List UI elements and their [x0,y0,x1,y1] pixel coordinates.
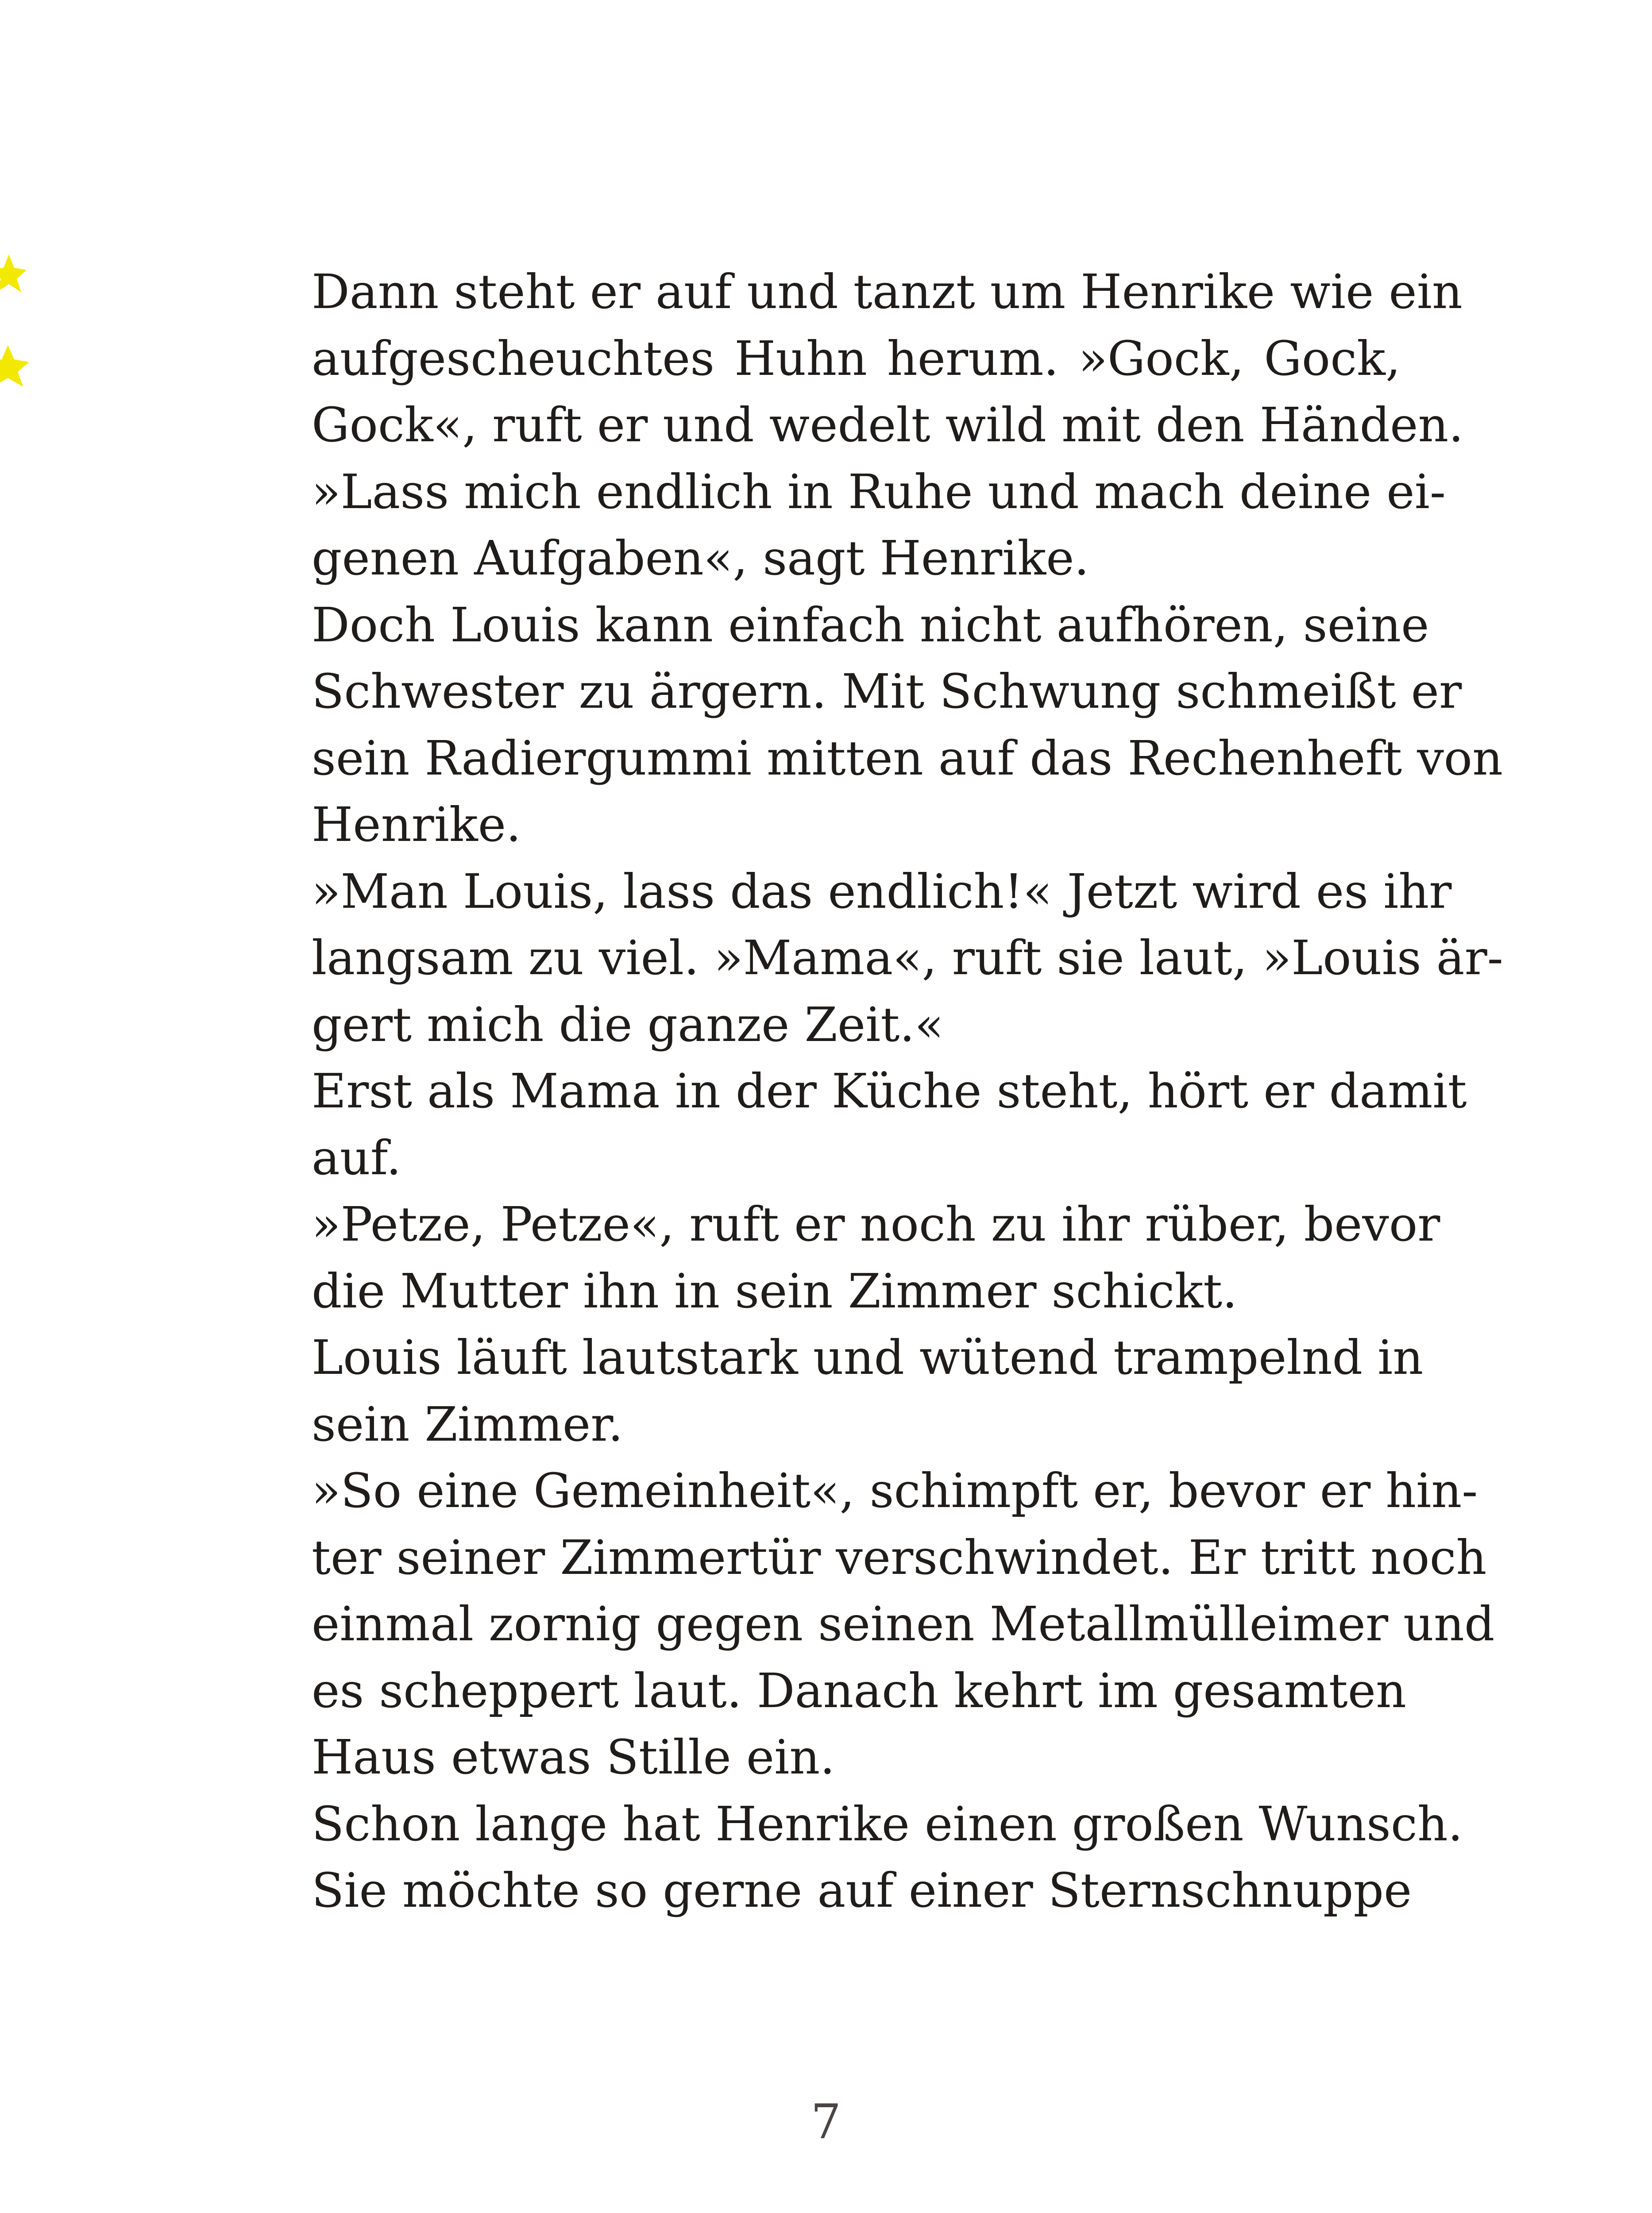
text-line: die Mutter ihn in sein Zimmer schickt. [312,1264,1238,1319]
text-line: Schwester zu ärgern. Mit Schwung schmeißt er [312,664,1462,719]
text-line: »Lass mich endlich in Ruhe und mach deine ei- [312,465,1446,520]
text-line: »Petze, Petze«, ruft er noch zu ihr rüber, bevor [312,1197,1440,1252]
text-line: sein Radiergummi mitten auf das Rechenheft von [312,731,1503,786]
text-line: »So eine Gemeinheit«, schimpft er, bevor er hin- [312,1464,1478,1519]
text-line: sein Zimmer. [312,1397,623,1452]
text-line: Sie möchte so gerne auf einer Sternschnuppe [312,1863,1412,1918]
text-line: es scheppert laut. Danach kehrt im gesamten [312,1664,1407,1719]
text-line: Louis läuft lautstark und wütend trampelnd in [312,1330,1424,1385]
text-line: langsam zu viel. »Mama«, ruft sie laut, »Louis är- [312,931,1503,986]
text-line: Doch Louis kann einfach nicht aufhören, seine [312,598,1429,653]
text-line: Erst als Mama in der Küche steht, hört er damit [312,1064,1467,1119]
star-decoration [0,0,53,443]
text-line: Henrike. [312,798,521,852]
text-line: Schon lange hat Henrike einen großen Wunsch. [312,1797,1463,1852]
text-line: »Man Louis, lass das endlich!« Jetzt wird es ihr [312,864,1452,919]
text-line: auf. [312,1131,401,1186]
text-line: ter seiner Zimmertür verschwindet. Er tritt noch [312,1531,1487,1585]
star-icon [0,254,27,292]
text-line: einmal zornig gegen seinen Metallmülleimer und [312,1597,1495,1652]
text-line: Gock«, ruft er und wedelt wild mit den Händen. [312,398,1464,453]
star-icon [0,345,29,387]
text-line: Dann steht er auf und tanzt um Henrike wie ein [312,265,1463,320]
text-line: gert mich die ganze Zeit.« [312,998,944,1053]
text-line: Haus etwas Stille ein. [312,1730,835,1785]
text-line: genen Aufgaben«, sagt Henrike. [312,531,1089,586]
page-number: 7 [811,2094,841,2150]
text-line: aufgescheuchtes Huhn herum. »Gock, Gock, [312,332,1401,386]
